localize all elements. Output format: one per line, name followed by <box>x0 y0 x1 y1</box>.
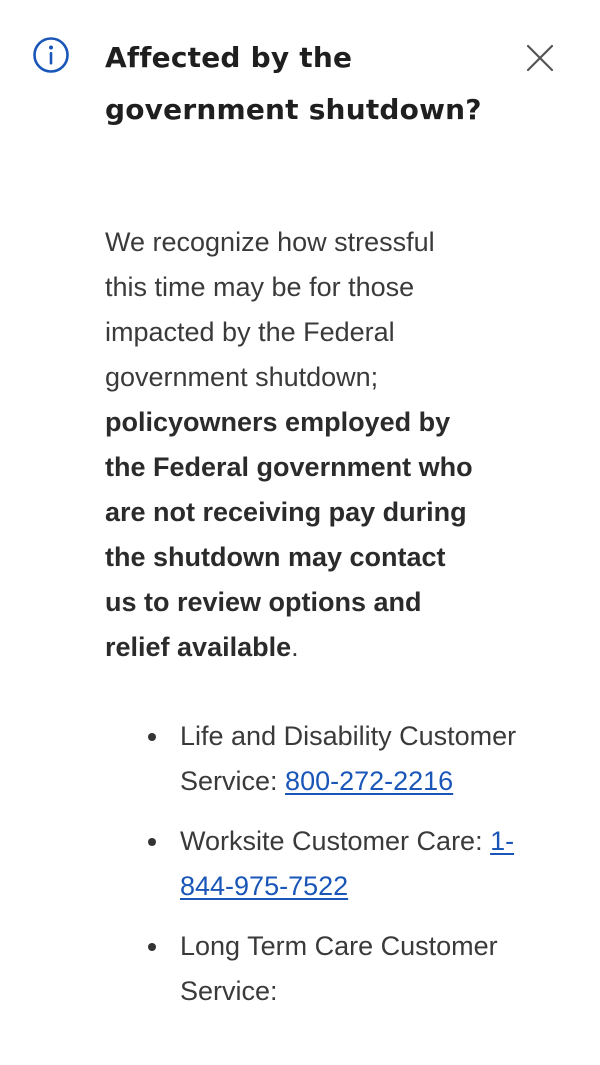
phone-link-life-disability[interactable]: 800-272-2216 <box>285 766 454 796</box>
body-intro: We recognize how stressful this time may be for those impacted by the Federal government shutdown; <box>105 227 435 392</box>
contact-label: Long Term Care Customer Service: <box>180 931 498 1006</box>
notice-body <box>105 220 483 670</box>
notice-title: Affected by the government shutdown? <box>105 41 482 126</box>
bullet-icon <box>148 838 156 846</box>
contact-list <box>145 714 545 1029</box>
body-emphasis: policyowners employed by the Federal government who are not receiving pay during the shutdown may contact us to review options and relief available <box>105 407 473 662</box>
contact-item-long-term-care <box>145 924 545 1014</box>
phone-link-worksite[interactable]: 1-844-975-7522 <box>180 826 515 901</box>
contact-label: Life and Disability Customer Service: <box>180 721 517 796</box>
info-icon <box>32 36 70 74</box>
close-icon <box>525 43 555 78</box>
contact-item-life-disability <box>145 714 545 804</box>
bullet-icon <box>148 943 156 951</box>
close-button[interactable] <box>520 40 560 80</box>
body-end: . <box>291 632 299 662</box>
contact-item-worksite <box>145 819 545 909</box>
contact-label: Worksite Customer Care: <box>180 826 491 856</box>
bullet-icon <box>148 733 156 741</box>
